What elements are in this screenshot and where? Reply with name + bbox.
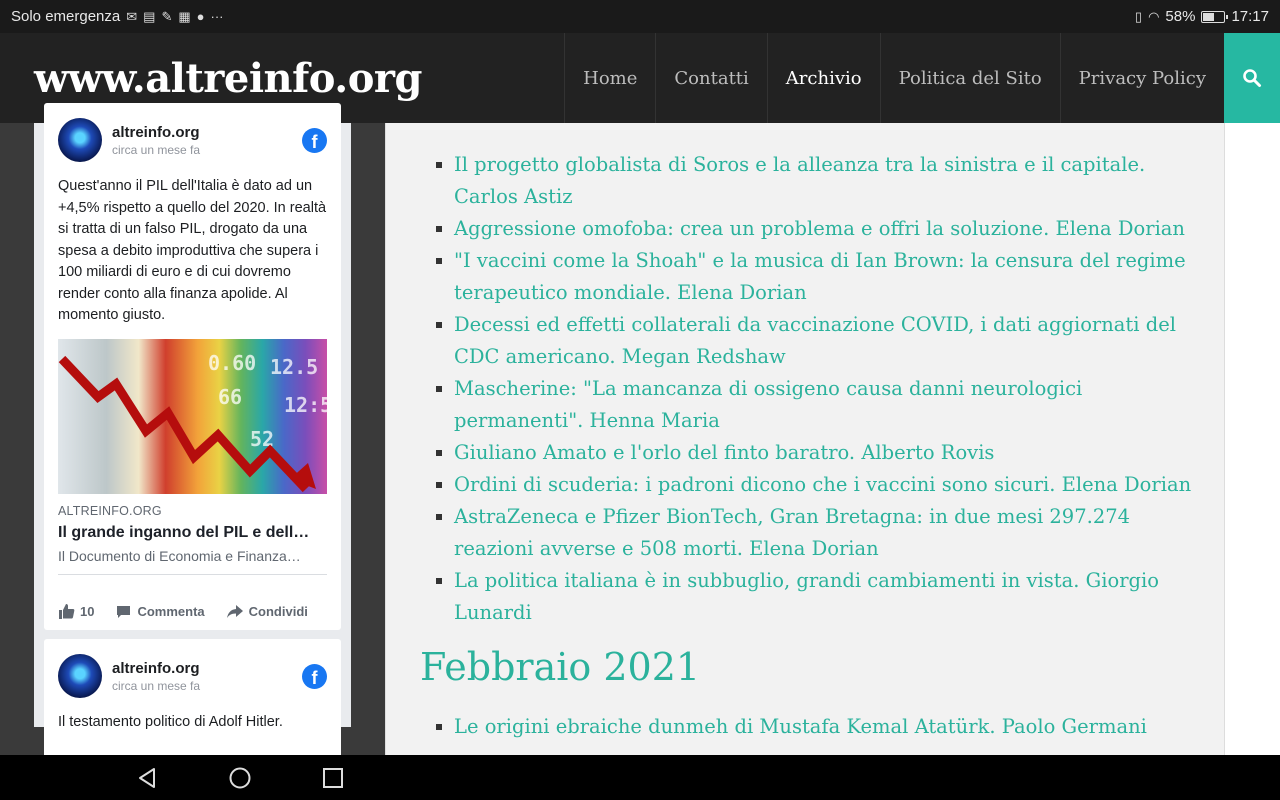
battery-icon	[1201, 11, 1225, 23]
post-link[interactable]: AstraZeneca e Pfizer BionTech, Gran Bretagna: in due mesi 297.274 reazioni avverse e 508 morti. Elena Dorian	[436, 501, 1196, 565]
system-nav-bar	[0, 755, 1280, 800]
post-link[interactable]: Le origini ebraiche dunmeh di Mustafa Kemal Atatürk. Paolo Germani	[436, 711, 1196, 743]
fb-post-time[interactable]: circa un mese fa	[112, 678, 201, 693]
nav-politica[interactable]: Politica del Sito	[880, 33, 1060, 123]
carrier-label: Solo emergenza	[11, 8, 121, 25]
falling-chart-graphic	[58, 339, 327, 494]
post-link[interactable]: Il progetto globalista di Soros e la alleanza tra la sinistra e il capitale. Carlos Astiz	[436, 149, 1196, 213]
calendar-icon: ▦	[178, 8, 191, 24]
fb-post[interactable]	[44, 639, 341, 759]
avatar[interactable]	[58, 654, 102, 698]
comment-icon	[116, 605, 131, 619]
fb-link-title[interactable]: Il grande inganno del PIL e dell…	[58, 523, 310, 541]
back-icon	[137, 767, 157, 789]
fb-post-text: Quest'anno il PIL dell'Italia è dato ad un +4,5% rispetto a quello del 2020. In realtà si tratta di un falso PIL, drogato da una spesa a debito improduttiva che supera i 100 miliardi di euro e di cui dovremo render conto alla finanza apolide. Al momento giusto.	[58, 178, 327, 323]
clock: 17:17	[1231, 8, 1269, 25]
fb-link-description: Il Documento di Economia e Finanza…	[58, 547, 301, 564]
facebook-icon[interactable]: f	[302, 664, 327, 689]
nav-privacy[interactable]: Privacy Policy	[1060, 33, 1224, 123]
comment-button[interactable]	[116, 604, 204, 619]
search-button[interactable]	[1224, 33, 1280, 123]
avatar[interactable]	[58, 118, 102, 162]
share-icon	[227, 605, 243, 618]
post-link[interactable]: Ordini di scuderia: i padroni dicono che i vaccini sono sicuri. Elena Dorian	[436, 469, 1196, 501]
post-link[interactable]: Mascherine: "La mancanza di ossigeno causa danni neurologici permanenti". Henna Maria	[436, 373, 1196, 437]
fb-post-time[interactable]: circa un mese fa	[112, 142, 201, 157]
fb-link-preview[interactable]	[58, 494, 327, 575]
post-link[interactable]: Aggressione omofoba: crea un problema e offri la soluzione. Elena Dorian	[436, 213, 1196, 245]
post-link[interactable]: "I vaccini come la Shoah" e la musica di Ian Brown: la censura del regime terapeutico mondiale. Elena Dorian	[436, 245, 1196, 309]
app-icon: ●	[196, 9, 205, 24]
home-icon	[228, 766, 252, 790]
fb-page-name[interactable]: altreinfo.org	[112, 659, 200, 677]
post-list	[436, 149, 1196, 629]
recents-icon	[323, 768, 343, 788]
gmail-icon: ✉	[126, 8, 138, 24]
fb-link-domain: ALTREINFO.ORG	[58, 503, 162, 518]
home-button[interactable]	[210, 755, 270, 800]
fb-post[interactable]	[44, 103, 341, 630]
like-count: 10	[80, 604, 95, 619]
wifi-icon: ◠	[1148, 8, 1160, 24]
post-list-february	[436, 711, 1196, 743]
recents-button[interactable]	[303, 755, 363, 800]
like-button[interactable]	[58, 604, 94, 619]
site-title[interactable]: www.altreinfo.org	[34, 54, 422, 102]
share-label: Condividi	[248, 604, 308, 619]
page-margin	[1225, 123, 1280, 755]
post-link[interactable]: Giuliano Amato e l'orlo del finto baratro. Alberto Rovis	[436, 437, 1196, 469]
main-nav	[564, 33, 1224, 123]
vibrate-icon: ▯	[1134, 8, 1143, 24]
nav-home[interactable]: Home	[564, 33, 655, 123]
back-button[interactable]	[117, 755, 177, 800]
fb-post-image[interactable]: 0.60 12.5 66 12:5 52	[58, 339, 327, 494]
archive-content	[385, 123, 1225, 755]
status-bar	[0, 0, 1280, 33]
search-icon	[1242, 68, 1262, 88]
news-icon: ▤	[143, 8, 156, 24]
fb-page-name[interactable]: altreinfo.org	[112, 123, 200, 141]
nav-archivio[interactable]: Archivio	[767, 33, 880, 123]
nav-contatti[interactable]: Contatti	[655, 33, 766, 123]
comment-label: Commenta	[137, 604, 205, 619]
share-button[interactable]	[227, 604, 308, 619]
post-link[interactable]: La politica italiana è in subbuglio, grandi cambiamenti in vista. Giorgio Lunardi	[436, 565, 1196, 629]
fb-post-text: Il testamento politico di Adolf Hitler.	[58, 714, 283, 730]
month-heading: Febbraio 2021	[420, 645, 701, 689]
battery-percent: 58%	[1165, 8, 1196, 25]
more-icon: ···	[210, 9, 224, 24]
thumbs-up-icon	[58, 604, 74, 619]
fb-actions	[44, 587, 341, 637]
facebook-widget[interactable]	[34, 123, 351, 730]
facebook-icon[interactable]: f	[302, 128, 327, 153]
post-link[interactable]: Decessi ed effetti collaterali da vaccinazione COVID, i dati aggiornati del CDC americano. Megan Redshaw	[436, 309, 1196, 373]
tools-icon: ✎	[161, 8, 173, 24]
